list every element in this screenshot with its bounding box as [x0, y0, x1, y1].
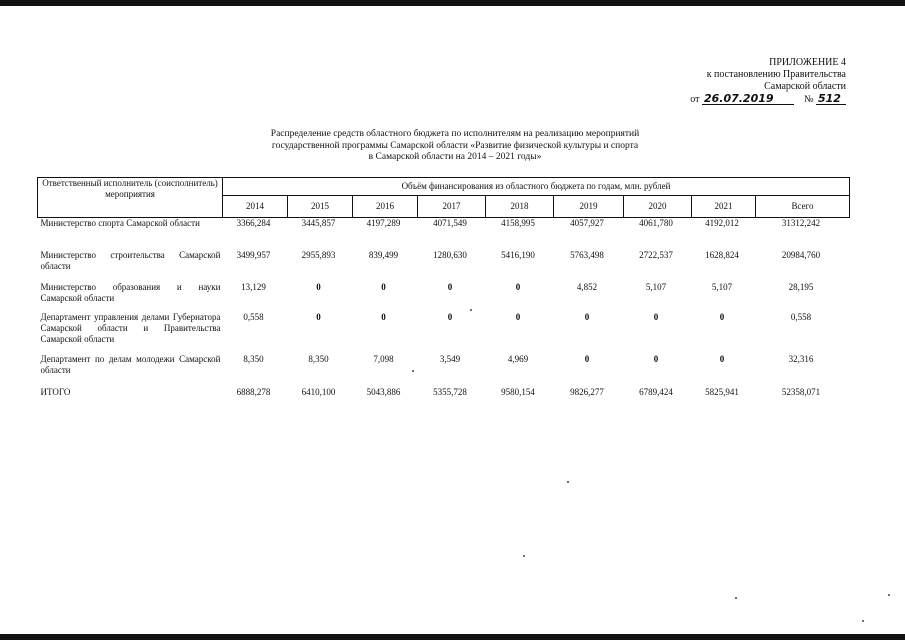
funding-value: 0 [719, 354, 725, 364]
total-value: 52358,071 [781, 387, 821, 397]
handwritten-date: 26.07.2019 [702, 93, 794, 105]
table-row [38, 218, 850, 251]
funding-value: 0 [719, 312, 725, 322]
funding-value: 4158,995 [501, 218, 535, 228]
funding-value: 5763,498 [570, 250, 604, 260]
funding-value: 4057,927 [570, 218, 604, 228]
funding-value: 1628,824 [705, 250, 739, 260]
total-value: 5043,886 [366, 387, 401, 397]
funding-value: 0 [316, 282, 321, 292]
year-header: 2020 [624, 196, 692, 218]
total-value: 6410,100 [301, 387, 336, 397]
funding-value: 3,549 [439, 354, 461, 364]
year-header: 2015 [288, 196, 353, 218]
year-header: 2014 [223, 196, 288, 218]
year-header: 2018 [486, 196, 554, 218]
funding-value: 5,107 [711, 282, 733, 292]
scan-top-border [0, 0, 905, 6]
funding-value: 0 [584, 354, 590, 364]
year-header: 2017 [418, 196, 486, 218]
funding-value: 4071,549 [433, 218, 467, 228]
funding-value: 0 [653, 312, 659, 322]
title-line-2: государственной программы Самарской области «Развитие физической культуры и спорта [271, 140, 639, 151]
budget-table [37, 177, 850, 407]
scan-speck [888, 594, 890, 596]
year-header: 2021 [692, 196, 756, 218]
funding-value: 0,558 [790, 312, 812, 322]
funding-value: 8,350 [308, 354, 329, 364]
appendix-block [586, 57, 846, 106]
funding-value: 5416,190 [501, 250, 535, 260]
funding-value: 3499,957 [236, 250, 271, 260]
funding-value: 2955,893 [301, 250, 336, 260]
title-line-3: в Самарской области на 2014 – 2021 годы» [368, 152, 542, 162]
document-title [150, 129, 760, 164]
funding-value: 5,107 [645, 282, 667, 292]
executor-name: Министерство образования и науки Самарской области [40, 282, 221, 303]
funding-value: 1280,630 [433, 250, 467, 260]
funding-value: 4192,012 [705, 218, 739, 228]
year-header: 2019 [554, 196, 624, 218]
funding-value: 0 [381, 312, 386, 322]
scan-speck [523, 555, 525, 557]
appendix-resolution: к постановлению Правительства [706, 69, 846, 80]
scan-speck [862, 620, 864, 622]
executor-name: Департамент по делам молодежи Самарской области [40, 354, 221, 375]
funding-value: 0 [515, 312, 521, 322]
appendix-date-line [586, 93, 846, 106]
scan-bottom-border [0, 634, 905, 640]
scan-speck [567, 481, 569, 483]
appendix-region: Самарской области [764, 81, 846, 92]
funding-value: 28,195 [788, 282, 814, 292]
table-row [38, 250, 850, 282]
funding-value: 0 [447, 282, 453, 292]
funding-value: 0 [381, 282, 386, 292]
total-value: 5825,941 [705, 387, 739, 397]
total-value: 9580,154 [501, 387, 535, 397]
scan-speck [470, 309, 472, 311]
table-row [38, 282, 850, 312]
total-value: 9826,277 [570, 387, 604, 397]
funding-value: 839,499 [368, 250, 399, 260]
funding-value: 31312,242 [781, 218, 821, 228]
number-prefix: № [803, 94, 814, 105]
total-row [38, 386, 850, 407]
funding-value: 3366,284 [236, 218, 271, 228]
appendix-title: ПРИЛОЖЕНИЕ 4 [769, 57, 846, 68]
funding-value: 0 [515, 282, 521, 292]
funding-value: 32,316 [788, 354, 814, 364]
funding-value: 4061,780 [639, 218, 673, 228]
scan-speck [412, 370, 414, 372]
year-header: 2016 [353, 196, 418, 218]
funding-value: 4197,289 [366, 218, 401, 228]
funding-value: 0 [584, 312, 590, 322]
title-line-1: Распределение средств областного бюджета по исполнителям на реализацию мероприятий [270, 129, 640, 139]
funding-value: 4,969 [507, 354, 529, 364]
year-header: Всего [756, 196, 850, 218]
funding-value: 3445,857 [301, 218, 336, 228]
table-row [38, 354, 850, 386]
executor-name: Департамент управления делами Губернатора Самарской области и Правительства Самарской области [40, 312, 221, 344]
funding-value: 8,350 [243, 354, 264, 364]
executor-header: Ответственный исполнитель (соисполнитель) мероприятия [38, 178, 223, 218]
funding-value: 4,852 [576, 282, 598, 292]
funding-value: 7,098 [373, 354, 394, 364]
funding-value: 0 [316, 312, 321, 322]
total-label: ИТОГО [40, 387, 71, 397]
table-row [38, 312, 850, 354]
scan-speck [735, 597, 737, 599]
executor-name: Министерство строительства Самарской области [40, 250, 221, 271]
total-value: 6789,424 [639, 387, 673, 397]
executor-name: Министерство спорта Самарской области [40, 218, 200, 228]
funding-value: 0 [447, 312, 453, 322]
total-value: 5355,728 [433, 387, 467, 397]
funding-value: 13,129 [241, 282, 266, 292]
funding-value: 0,558 [243, 312, 264, 322]
funding-value: 0 [653, 354, 659, 364]
date-prefix: от [690, 94, 700, 105]
handwritten-number: 512 [816, 93, 846, 105]
total-value: 6888,278 [236, 387, 271, 397]
funding-group-header: Объём финансирования из областного бюджета по годам, млн. рублей [223, 178, 850, 196]
funding-value: 20984,760 [781, 250, 821, 260]
funding-value: 2722,537 [639, 250, 673, 260]
